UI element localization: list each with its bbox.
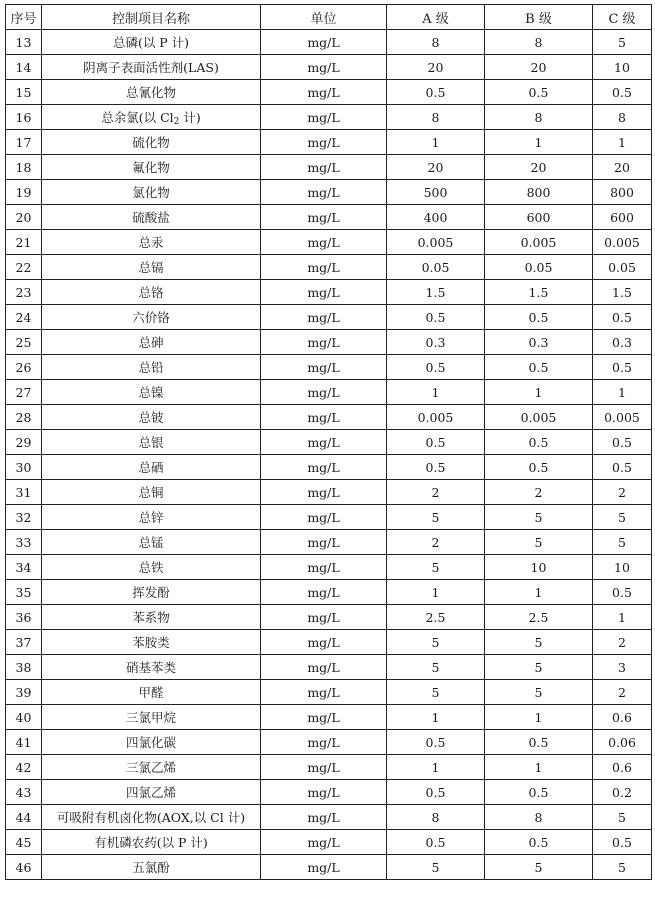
table-row — [6, 230, 652, 255]
cell-serial-number: 26 — [6, 355, 42, 380]
cell-unit: mg/L — [261, 430, 387, 455]
cell-grade-a: 1 — [387, 755, 485, 780]
cell-grade-b: 0.5 — [485, 830, 593, 855]
cell-grade-b: 800 — [485, 180, 593, 205]
cell-grade-a: 0.5 — [387, 830, 485, 855]
cell-unit: mg/L — [261, 180, 387, 205]
cell-grade-b: 0.5 — [485, 305, 593, 330]
header-grade-c: C 级 — [593, 5, 652, 30]
cell-serial-number: 39 — [6, 680, 42, 705]
cell-grade-a: 8 — [387, 30, 485, 55]
cell-grade-a: 8 — [387, 805, 485, 830]
cell-grade-a: 5 — [387, 655, 485, 680]
cell-grade-b: 20 — [485, 155, 593, 180]
table-row — [6, 155, 652, 180]
cell-grade-a: 0.005 — [387, 230, 485, 255]
cell-grade-b: 600 — [485, 205, 593, 230]
cell-grade-a: 8 — [387, 105, 485, 130]
table-row — [6, 630, 652, 655]
cell-unit: mg/L — [261, 380, 387, 405]
table-row — [6, 430, 652, 455]
cell-grade-b: 0.5 — [485, 80, 593, 105]
cell-grade-c: 10 — [593, 555, 652, 580]
cell-serial-number: 32 — [6, 505, 42, 530]
cell-grade-c: 0.6 — [593, 755, 652, 780]
cell-grade-a: 20 — [387, 55, 485, 80]
cell-unit: mg/L — [261, 105, 387, 130]
cell-grade-a: 0.5 — [387, 730, 485, 755]
cell-grade-c: 2 — [593, 680, 652, 705]
cell-unit: mg/L — [261, 805, 387, 830]
cell-grade-a: 0.5 — [387, 780, 485, 805]
cell-serial-number: 21 — [6, 230, 42, 255]
table-row — [6, 680, 652, 705]
cell-unit: mg/L — [261, 155, 387, 180]
cell-grade-a: 0.5 — [387, 455, 485, 480]
table-row — [6, 730, 652, 755]
cell-grade-c: 5 — [593, 855, 652, 880]
cell-serial-number: 19 — [6, 180, 42, 205]
cell-grade-b: 0.5 — [485, 430, 593, 455]
cell-item-name: 三氯甲烷 — [42, 705, 261, 730]
cell-unit: mg/L — [261, 855, 387, 880]
cell-item-name: 总磷(以 P 计) — [42, 30, 261, 55]
cell-unit: mg/L — [261, 205, 387, 230]
cell-unit: mg/L — [261, 30, 387, 55]
cell-grade-b: 0.05 — [485, 255, 593, 280]
cell-item-name: 有机磷农药(以 P 计) — [42, 830, 261, 855]
cell-grade-c: 2 — [593, 630, 652, 655]
table-row — [6, 30, 652, 55]
cell-grade-a: 0.5 — [387, 430, 485, 455]
table-row — [6, 455, 652, 480]
cell-grade-b: 5 — [485, 505, 593, 530]
cell-unit: mg/L — [261, 455, 387, 480]
cell-grade-a: 0.05 — [387, 255, 485, 280]
cell-serial-number: 44 — [6, 805, 42, 830]
cell-grade-c: 20 — [593, 155, 652, 180]
cell-unit: mg/L — [261, 255, 387, 280]
cell-serial-number: 40 — [6, 705, 42, 730]
cell-grade-c: 0.6 — [593, 705, 652, 730]
cell-grade-a: 5 — [387, 680, 485, 705]
cell-grade-a: 0.3 — [387, 330, 485, 355]
cell-grade-c: 0.5 — [593, 580, 652, 605]
cell-grade-b: 0.3 — [485, 330, 593, 355]
cell-serial-number: 29 — [6, 430, 42, 455]
cell-unit: mg/L — [261, 705, 387, 730]
cell-unit: mg/L — [261, 280, 387, 305]
cell-item-name: 阴离子表面活性剂(LAS) — [42, 55, 261, 80]
cell-grade-a: 0.5 — [387, 305, 485, 330]
cell-grade-b: 5 — [485, 855, 593, 880]
cell-grade-c: 0.05 — [593, 255, 652, 280]
cell-grade-a: 400 — [387, 205, 485, 230]
cell-grade-b: 5 — [485, 655, 593, 680]
table-row — [6, 755, 652, 780]
cell-item-name: 五氯酚 — [42, 855, 261, 880]
cell-unit: mg/L — [261, 780, 387, 805]
cell-unit: mg/L — [261, 630, 387, 655]
table-row — [6, 655, 652, 680]
cell-grade-a: 1 — [387, 130, 485, 155]
cell-grade-b: 0.5 — [485, 355, 593, 380]
header-grade-a: A 级 — [387, 5, 485, 30]
cell-item-name: 挥发酚 — [42, 580, 261, 605]
header-row — [6, 5, 652, 30]
cell-grade-c: 0.5 — [593, 355, 652, 380]
cell-serial-number: 24 — [6, 305, 42, 330]
cell-serial-number: 33 — [6, 530, 42, 555]
table-body — [6, 30, 652, 880]
cell-grade-c: 0.5 — [593, 305, 652, 330]
cell-grade-a: 2.5 — [387, 605, 485, 630]
cell-item-name: 总镉 — [42, 255, 261, 280]
cell-grade-c: 0.5 — [593, 455, 652, 480]
cell-grade-a: 0.5 — [387, 355, 485, 380]
header-item-name: 控制项目名称 — [42, 5, 261, 30]
cell-grade-c: 0.005 — [593, 405, 652, 430]
cell-item-name: 甲醛 — [42, 680, 261, 705]
cell-grade-c: 0.005 — [593, 230, 652, 255]
cell-grade-a: 20 — [387, 155, 485, 180]
cell-item-name: 总氰化物 — [42, 80, 261, 105]
table-row — [6, 80, 652, 105]
cell-grade-b: 5 — [485, 530, 593, 555]
cell-item-name: 氯化物 — [42, 180, 261, 205]
cell-serial-number: 27 — [6, 380, 42, 405]
cell-item-name: 三氯乙烯 — [42, 755, 261, 780]
cell-item-name: 总锌 — [42, 505, 261, 530]
item-name-subscript: 2 — [173, 116, 180, 127]
cell-unit: mg/L — [261, 55, 387, 80]
cell-grade-a: 5 — [387, 855, 485, 880]
table-row — [6, 530, 652, 555]
cell-grade-a: 500 — [387, 180, 485, 205]
cell-grade-b: 2 — [485, 480, 593, 505]
cell-grade-a: 2 — [387, 530, 485, 555]
cell-unit: mg/L — [261, 530, 387, 555]
table-row — [6, 280, 652, 305]
table-row — [6, 130, 652, 155]
cell-unit: mg/L — [261, 730, 387, 755]
cell-unit: mg/L — [261, 655, 387, 680]
cell-serial-number: 28 — [6, 405, 42, 430]
table-row — [6, 480, 652, 505]
cell-item-name: 苯系物 — [42, 605, 261, 630]
cell-grade-b: 1.5 — [485, 280, 593, 305]
cell-grade-b: 1 — [485, 705, 593, 730]
cell-serial-number: 18 — [6, 155, 42, 180]
cell-unit: mg/L — [261, 680, 387, 705]
cell-serial-number: 46 — [6, 855, 42, 880]
table-row — [6, 605, 652, 630]
cell-unit: mg/L — [261, 80, 387, 105]
cell-unit: mg/L — [261, 355, 387, 380]
cell-grade-b: 0.5 — [485, 780, 593, 805]
cell-grade-b: 0.005 — [485, 405, 593, 430]
cell-unit: mg/L — [261, 305, 387, 330]
cell-serial-number: 30 — [6, 455, 42, 480]
cell-serial-number: 16 — [6, 105, 42, 130]
cell-item-name: 总铜 — [42, 480, 261, 505]
cell-serial-number: 23 — [6, 280, 42, 305]
table-row — [6, 555, 652, 580]
cell-grade-b: 10 — [485, 555, 593, 580]
cell-grade-c: 1 — [593, 380, 652, 405]
cell-grade-c: 2 — [593, 480, 652, 505]
table-row — [6, 180, 652, 205]
cell-grade-b: 1 — [485, 380, 593, 405]
cell-grade-b: 1 — [485, 130, 593, 155]
cell-item-name: 总硒 — [42, 455, 261, 480]
cell-grade-a: 1 — [387, 705, 485, 730]
cell-grade-c: 600 — [593, 205, 652, 230]
cell-grade-b: 1 — [485, 580, 593, 605]
cell-serial-number: 15 — [6, 80, 42, 105]
cell-item-name: 总铍 — [42, 405, 261, 430]
cell-grade-b: 0.5 — [485, 455, 593, 480]
cell-serial-number: 20 — [6, 205, 42, 230]
cell-item-name: 总镍 — [42, 380, 261, 405]
cell-unit: mg/L — [261, 580, 387, 605]
item-name-text: 总余氯(以 Cl — [101, 109, 174, 125]
table-row — [6, 205, 652, 230]
cell-grade-b: 5 — [485, 680, 593, 705]
cell-grade-a: 1 — [387, 580, 485, 605]
cell-item-name: 氟化物 — [42, 155, 261, 180]
cell-item-name: 总银 — [42, 430, 261, 455]
table-row — [6, 355, 652, 380]
cell-grade-b: 8 — [485, 805, 593, 830]
cell-grade-c: 800 — [593, 180, 652, 205]
cell-serial-number: 13 — [6, 30, 42, 55]
cell-grade-b: 1 — [485, 755, 593, 780]
cell-unit: mg/L — [261, 505, 387, 530]
table-row — [6, 580, 652, 605]
cell-serial-number: 25 — [6, 330, 42, 355]
cell-serial-number: 31 — [6, 480, 42, 505]
cell-grade-c: 1 — [593, 605, 652, 630]
cell-serial-number: 34 — [6, 555, 42, 580]
table-row — [6, 780, 652, 805]
item-name-suffix: 计) — [179, 109, 201, 125]
table-row — [6, 805, 652, 830]
cell-unit: mg/L — [261, 230, 387, 255]
cell-serial-number: 35 — [6, 580, 42, 605]
cell-unit: mg/L — [261, 330, 387, 355]
cell-serial-number: 41 — [6, 730, 42, 755]
cell-grade-a: 5 — [387, 555, 485, 580]
cell-grade-c: 0.5 — [593, 430, 652, 455]
cell-grade-b: 8 — [485, 105, 593, 130]
cell-serial-number: 42 — [6, 755, 42, 780]
cell-unit: mg/L — [261, 480, 387, 505]
cell-serial-number: 17 — [6, 130, 42, 155]
cell-item-name: 可吸附有机卤化物(AOX,以 Cl 计) — [42, 805, 261, 830]
table-row — [6, 105, 652, 130]
cell-grade-c: 0.2 — [593, 780, 652, 805]
cell-grade-a: 1.5 — [387, 280, 485, 305]
cell-unit: mg/L — [261, 755, 387, 780]
cell-item-name: 总铁 — [42, 555, 261, 580]
cell-grade-a: 5 — [387, 630, 485, 655]
cell-serial-number: 37 — [6, 630, 42, 655]
cell-item-name: 总铅 — [42, 355, 261, 380]
cell-grade-c: 3 — [593, 655, 652, 680]
table-row — [6, 255, 652, 280]
cell-grade-c: 5 — [593, 530, 652, 555]
header-unit: 单位 — [261, 5, 387, 30]
cell-grade-c: 10 — [593, 55, 652, 80]
table-row — [6, 855, 652, 880]
cell-unit: mg/L — [261, 555, 387, 580]
cell-grade-c: 1 — [593, 130, 652, 155]
table-row — [6, 55, 652, 80]
table-row — [6, 405, 652, 430]
cell-item-name: 硫酸盐 — [42, 205, 261, 230]
cell-serial-number: 14 — [6, 55, 42, 80]
cell-item-name: 四氯乙烯 — [42, 780, 261, 805]
cell-unit: mg/L — [261, 405, 387, 430]
cell-item-name: 苯胺类 — [42, 630, 261, 655]
cell-item-name: 总锰 — [42, 530, 261, 555]
cell-grade-a: 2 — [387, 480, 485, 505]
cell-grade-c: 0.3 — [593, 330, 652, 355]
cell-grade-c: 0.5 — [593, 830, 652, 855]
header-grade-b: B 级 — [485, 5, 593, 30]
cell-grade-c: 0.5 — [593, 80, 652, 105]
cell-grade-b: 8 — [485, 30, 593, 55]
cell-grade-a: 5 — [387, 505, 485, 530]
cell-serial-number: 38 — [6, 655, 42, 680]
cell-grade-a: 0.005 — [387, 405, 485, 430]
standards-table — [5, 4, 652, 880]
header-serial-number: 序号 — [6, 5, 42, 30]
cell-grade-c: 0.06 — [593, 730, 652, 755]
cell-item-name: 硫化物 — [42, 130, 261, 155]
table-row — [6, 705, 652, 730]
cell-item-name: 四氯化碳 — [42, 730, 261, 755]
cell-item-name: 硝基苯类 — [42, 655, 261, 680]
cell-grade-b: 2.5 — [485, 605, 593, 630]
cell-unit: mg/L — [261, 130, 387, 155]
table-row — [6, 330, 652, 355]
cell-grade-c: 8 — [593, 105, 652, 130]
cell-serial-number: 36 — [6, 605, 42, 630]
table-row — [6, 380, 652, 405]
table-row — [6, 830, 652, 855]
cell-unit: mg/L — [261, 830, 387, 855]
cell-grade-b: 20 — [485, 55, 593, 80]
cell-item-name: 六价铬 — [42, 305, 261, 330]
cell-grade-b: 5 — [485, 630, 593, 655]
cell-item-name — [42, 105, 261, 130]
cell-serial-number: 43 — [6, 780, 42, 805]
cell-grade-a: 1 — [387, 380, 485, 405]
cell-item-name: 总砷 — [42, 330, 261, 355]
cell-grade-b: 0.005 — [485, 230, 593, 255]
cell-grade-a: 0.5 — [387, 80, 485, 105]
cell-item-name: 总汞 — [42, 230, 261, 255]
cell-serial-number: 22 — [6, 255, 42, 280]
table-row — [6, 505, 652, 530]
cell-grade-c: 5 — [593, 30, 652, 55]
cell-unit: mg/L — [261, 605, 387, 630]
table-row — [6, 305, 652, 330]
cell-grade-c: 1.5 — [593, 280, 652, 305]
cell-item-name: 总铬 — [42, 280, 261, 305]
cell-grade-c: 5 — [593, 505, 652, 530]
cell-grade-b: 0.5 — [485, 730, 593, 755]
cell-serial-number: 45 — [6, 830, 42, 855]
cell-grade-c: 5 — [593, 805, 652, 830]
